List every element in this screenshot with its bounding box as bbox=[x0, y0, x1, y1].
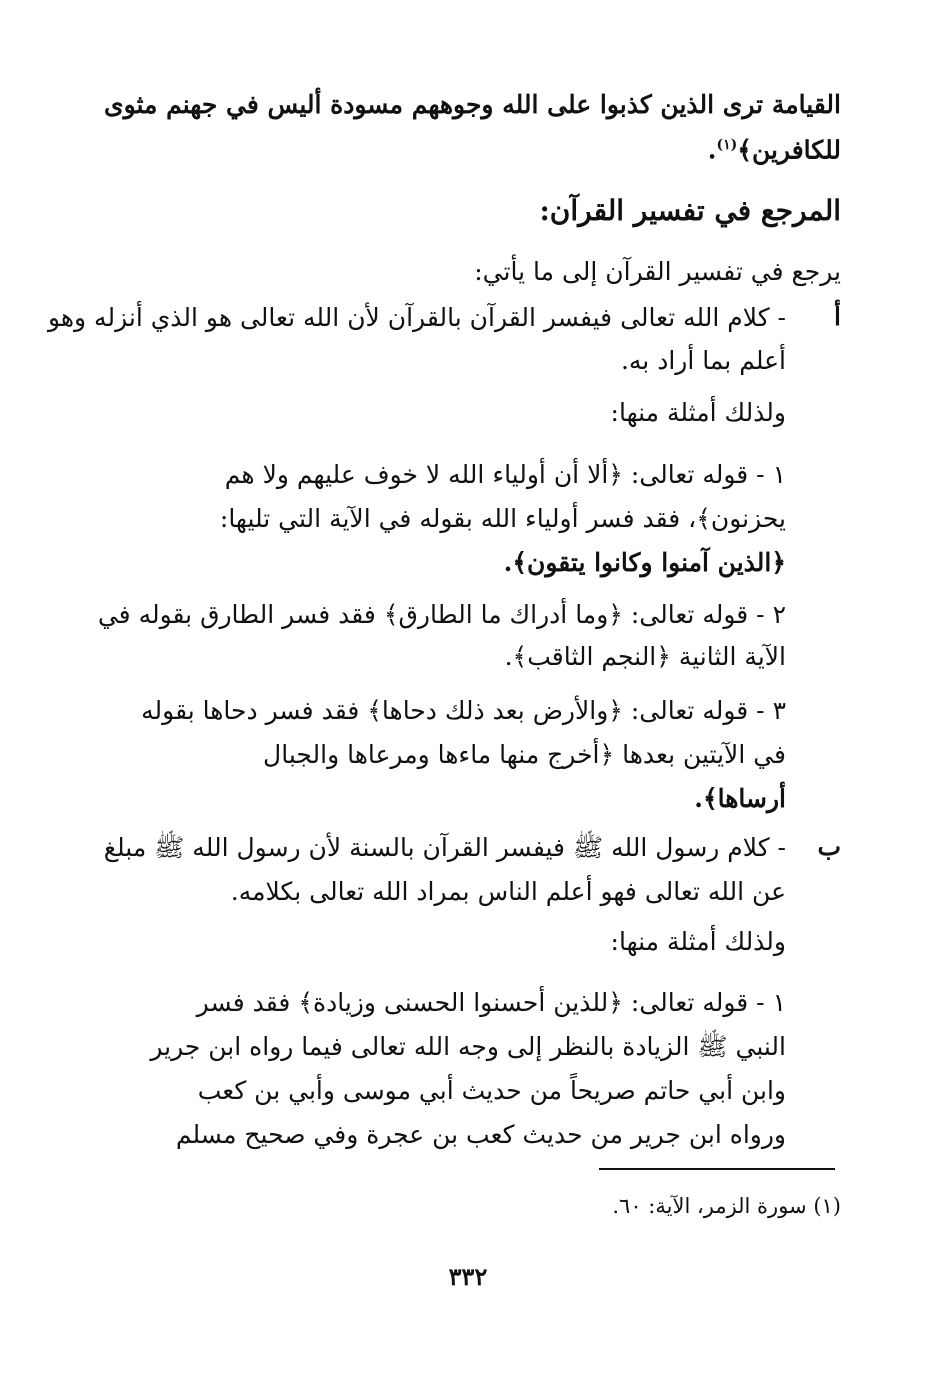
footnote-ref: (١) bbox=[716, 137, 738, 153]
footnote-separator bbox=[599, 1168, 835, 1170]
text-line-intro: يرجع في تفسير القرآن إلى ما يأتي: bbox=[474, 257, 841, 286]
page-number: ٣٣٢ bbox=[448, 1262, 488, 1291]
footnote: (١) سورة الزمر، الآية: ٦٠. bbox=[612, 1194, 841, 1218]
text-line-b1: - كلام رسول الله ﷺ فيفسر القرآن بالسنة لأن رسول الله ﷺ مبلغ bbox=[103, 833, 786, 862]
text-line-a2: أعلم بما أراد به. bbox=[620, 346, 786, 375]
text-line-b-ex1-3: وابن أبي حاتم صريحاً من حديث أبي موسى وأبي بن كعب bbox=[197, 1076, 786, 1105]
text-line-a-ex3-2: في الآيتين بعدها ﴿أخرج منها ماءها ومرعاها والجبال bbox=[263, 740, 786, 769]
text-line-a-ex1-3: ﴿الذين آمنوا وكانوا يتقون﴾. bbox=[503, 548, 786, 577]
text-line-2-text: للكافرين﴾ bbox=[737, 135, 841, 165]
text-line-a-ex3-1: ٣ - قوله تعالى: ﴿والأرض بعد ذلك دحاها﴾ فقد فسر دحاها بقوله bbox=[141, 696, 786, 725]
text-line-b3: ولذلك أمثلة منها: bbox=[610, 927, 786, 956]
text-line-a3: ولذلك أمثلة منها: bbox=[610, 398, 786, 427]
text-line-b-ex1-4: ورواه ابن جرير من حديث كعب بن عجرة وفي صحيح مسلم bbox=[175, 1120, 786, 1149]
text-line-a1: - كلام الله تعالى فيفسر القرآن بالقرآن لأن الله تعالى هو الذي أنزله وهو bbox=[47, 303, 786, 332]
text-line-1: القيامة ترى الذين كذبوا على الله وجوههم مسودة أليس في جهنم مثوى bbox=[104, 90, 841, 119]
text-line-a-ex2-2: الآية الثانية ﴿النجم الثاقب﴾. bbox=[504, 642, 786, 671]
text-line-a-ex1-1: ١ - قوله تعالى: ﴿ألا أن أولياء الله لا خوف عليهم ولا هم bbox=[224, 460, 786, 489]
text-line-b-ex1-1: ١ - قوله تعالى: ﴿للذين أحسنوا الحسنى وزيادة﴾ فقد فسر bbox=[196, 988, 786, 1017]
text-line-a-ex1-2: يحزنون﴾، فقد فسر أولياء الله بقوله في الآية التي تليها: bbox=[219, 504, 786, 533]
text-line-a-ex3-3: أرساها﴾. bbox=[694, 784, 786, 813]
section-heading: المرجع في تفسير القرآن: bbox=[539, 194, 841, 227]
text-line-b2: عن الله تعالى فهو أعلم الناس بمراد الله تعالى بكلامه. bbox=[230, 877, 786, 906]
item-marker-a: أ bbox=[834, 302, 841, 331]
text-line-a-ex2-1: ٢ - قوله تعالى: ﴿وما أدراك ما الطارق﴾ فقد فسر الطارق بقوله في bbox=[97, 600, 786, 629]
item-marker-b: ب bbox=[817, 832, 841, 861]
text-line-2: للكافرين﴾$^{(١)}$. bbox=[707, 135, 841, 165]
text-line-b-ex1-2: النبي ﷺ الزيادة بالنظر إلى وجه الله تعالى فيما رواه ابن جرير bbox=[150, 1032, 786, 1061]
